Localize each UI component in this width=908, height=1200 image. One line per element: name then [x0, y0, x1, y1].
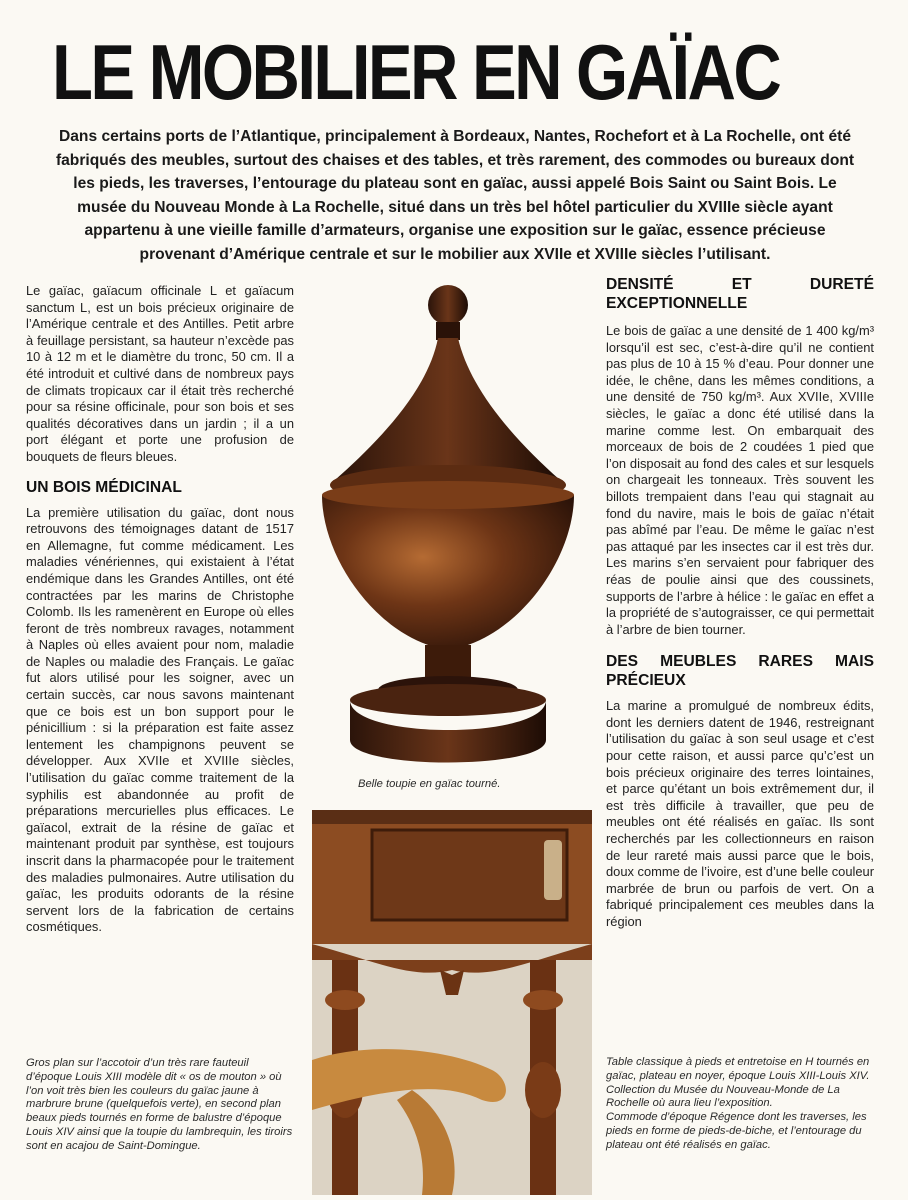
heading-density: DENSITÉ ET DURETÉ EXCEPTIONNELLE — [606, 276, 874, 312]
intro-paragraph: Dans certains ports de l’Atlantique, principalement à Bordeaux, Nantes, Rochefort et à La Rochelle, ont été fabriqués des meubles, surtout des chaises et des tables, et très rarement, des commodes ou bureaux dont les pieds, les traverses, l’entourage du plateau sont en gaïac, aussi appelé Bois Saint ou Saint Bois. Le musée du Nouveau Monde à La Rochelle, situé dans un très bel hôtel particulier du XVIIIe siècle ayant appartenu à une vieille famille d’armateurs, organise une exposition sur le gaïac, essence précieuse provenant d’Amérique centrale et sur le mobilier aux XVIIe et XVIIIe siècles l’utilisant. — [55, 128, 855, 263]
left-column — [26, 283, 294, 936]
page-title: LE MOBILIER EN GAÏAC — [52, 28, 780, 116]
table-caption — [606, 1056, 876, 1153]
toupie-photo — [300, 280, 600, 780]
right-column — [606, 275, 874, 931]
armrest-caption: Gros plan sur l’accotoir d’un très rare fauteuil d’époque Louis XIII modèle dit « os de mouton » où l’on voit très bien les couleurs du gaïac jaune à marbrure brune (quelquefois verte), en second plan beaux pieds tournés en forme de balustre d’époque Louis XIV ainsi que la toupie du lambrequin, les tiroirs sont en acajou de Saint-Domingue. — [26, 1057, 293, 1152]
heading-medicinal: UN BOIS MÉDICINAL — [26, 478, 182, 496]
toupie-caption: Belle toupie en gaïac tourné. — [358, 778, 501, 790]
table-photo — [312, 810, 592, 1195]
left-paragraph-1: Le gaïac, gaïacum officinale L et gaïacum sanctum L, est un bois précieux originaire de l’Amérique centrale et des Antilles. Petit arbre à feuillage persistant, sa hauteur n’excède pas 10 à 12 m et le diamètre du tronc, 50 cm. Il a été introduit et cultivé dans de nombreux pays de climats tropicaux car il était très recherché pour sa résine officinale, pour son bois et ses qualités décoratives dans un jardin ; il a un port élégant et porte une profusion de bouquets de fleurs bleues. — [26, 283, 294, 464]
left-paragraph-2: La première utilisation du gaïac, dont nous retrouvons des témoignages datant de 1517 en Allemagne, fut comme médicament. Les maladies vénériennes, qui existaient à l’état endémique dans les Grandes Antilles, ont été contractées par les marins de Christophe Colomb. Ils les ramenèrent en Europe où elles feront de très nombreux ravages, notamment à Naples où elles avaient pour nom, maladie de Naples ou maladie des Français. Le gaïac fut alors utilisé pour les soigner, avec un certain succès, car nous savons maintenant que ce bois est un bon support pour le pénicillium : si la préparation est faite assez lentement les champignons peuvent se développer. Aux XVIIe et XVIIIe siècles, l’utilisation du gaïac comme traitement de la syphilis est abandonnée au profit de préparations mercurielles plus efficaces. Le gaïacol, extrait de la résine de gaïac et maintenant produit par synthèse, est toujours inscrit dans la pharmacopée pour le traitement des maladies pulmonaires. Autre utilisation du gaïac, les produits odorants de la résine servent lors de la fabrication de certains cosmétiques. — [26, 504, 294, 935]
heading-rare-furniture: DES MEUBLES RARES MAIS PRÉCIEUX — [606, 653, 874, 690]
table-caption-text: Table classique à pieds et entretoise en H tournés en gaïac, plateau en noyer, époque Louis XIII-Louis XIV. Collection du Musée du Nouveau-Monde de La Rochelle où aura lieu l’exposition. — [606, 1056, 870, 1110]
right-paragraph-1: Le bois de gaïac a une densité de 1 400 kg/m³ lorsqu’il est sec, c’est-à-dire qu’il ne contient pas plus de 10 à 15 % d’eau. Pour donner une idée, le chêne, dans les mêmes conditions, a une densité de 750 kg/m³. Aux XVIIe, XVIIIe siècles, le gaïac a donc été utilisé dans la marine comme lest. On embarquait des morceaux de bois de 2 coudées 1 pied que l’on disposait au fond des cales et sur lesquels on chargeait les tonneaux. Très souvent les billots trempaient dans l’eau qui stagnait au fond du navire, mais le bois de gaïac n’était pas abîmé par l’eau. De même le gaïac n’est pas attaqué par les insectes car il est très dur. Les marins s’en servaient pour fabriquer des réas de poulie ainsi que des coussinets, supports de l’arbre à hélice : le gaïac en effet a la propriété de s’autograisser, ce qui permettait à l’arbre de bien tourner. — [606, 323, 874, 637]
right-paragraph-2: La marine a promulgué de nombreux édits, dont les derniers datent de 1946, restreignant l’utilisation du gaïac à son seul usage et c’est pour cette raison, et aussi parce qu’c’est un bois précieux originaire des terres lointaines, et parce qu’étant un bois extrêmement dur, il est très difficile à travailler, que peu de meubles ont été réalisés en gaïac. Ils sont recherchés par les collectionneurs en raison de leur rareté mais aussi parce que le bois, doux comme de l’ivoire, est d’une belle couleur marbrée de brun ou parfois de vert. On a fabriqué principalement ces meubles dans la région — [606, 698, 874, 929]
commode-caption-text: Commode d’époque Régence dont les traverses, les pieds en forme de pieds-de-biche, et l’entourage du plateau ont été réalisés en gaïac. — [606, 1111, 867, 1151]
